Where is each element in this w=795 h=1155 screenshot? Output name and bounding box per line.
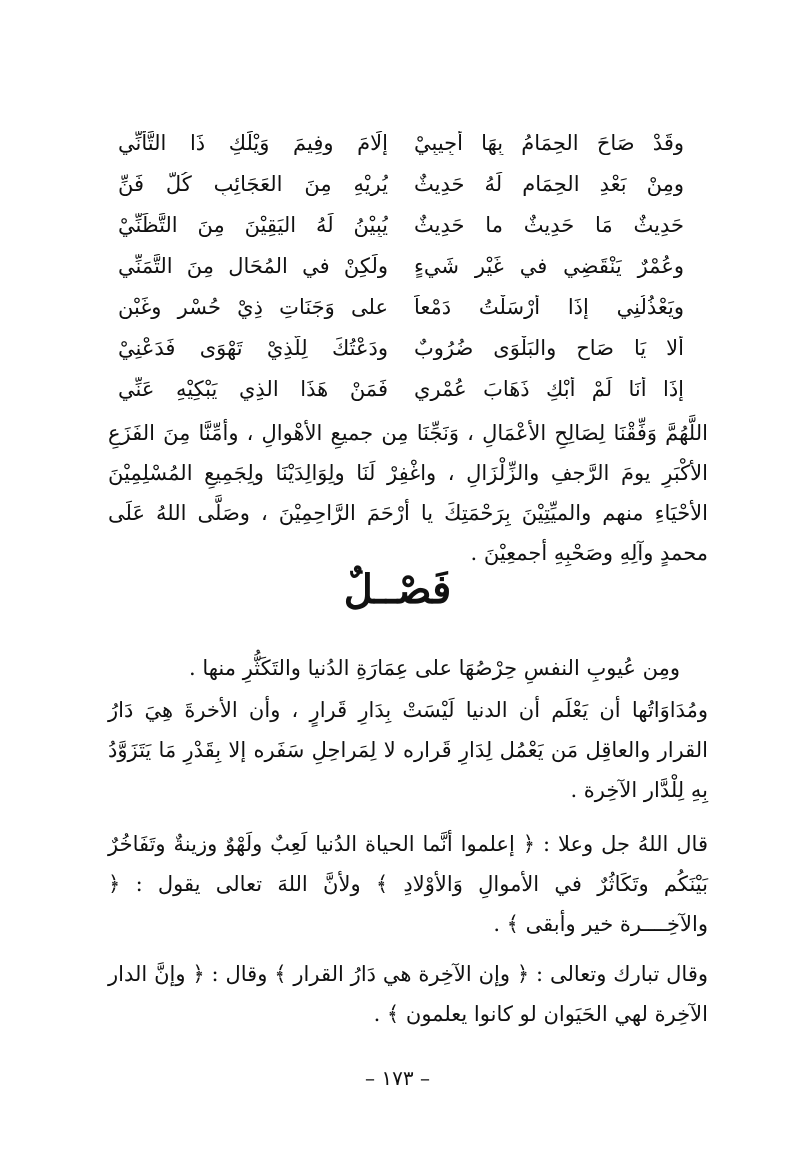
cure-paragraph: ومُدَاوَاتُها أن يَعْلَم أن الدنيا لَيْسَتْ بِدَارِ قَرارٍ ، وأن الأخرةَ هِيَ دَارُ القرار والعاقِل مَن يَعْمُل لِدَارِ قَراره لا لِمَراحِلِ سَفَره إلا بِقَدْرِ مَا يَتَزَوَّدُ بِهِ لِلْدَّار الآخِرة . — [108, 698, 708, 802]
verse-first-hemistich: ألا يَا صَاحِ والبَلْوَى ضُرُوبٌ — [414, 335, 684, 360]
poem-verse — [118, 368, 684, 409]
quran-citation-paragraph: قال اللهُ جل وعلا : ﴿ إعلموا أنَّما الحياة الدُنيا لَعِبٌ ولَهْوٌ وزينةٌ وتَفَاخُرٌ بَيْنَكُم وتَكَاثُرٌ في الأموالِ وَالأوْلادِ ﴾ ولأنَّ اللهَ تعالى يقول : ﴿ والآخِــــرة خير وأبقى ﴾ . — [108, 832, 708, 936]
poem-verse — [118, 286, 684, 327]
verse-second-hemistich: ودَعْتُكَ لِلَّذِيْ تَهْوَى فَدَعْنِيْ — [118, 335, 388, 360]
section-heading: فَصْــلٌ — [343, 566, 452, 613]
verse-first-hemistich: وقَدْ صَاحَ الحِمَامُ بِهَا أجِيبِيْ — [414, 130, 684, 155]
verse-first-hemistich: حَدِيثٌ مَا حَدِيثٌ ما حَدِيثٌ — [414, 212, 684, 237]
poem-verse — [118, 163, 684, 204]
page-number: – ١٧٣ – — [365, 1066, 430, 1090]
poem — [118, 122, 684, 409]
fault-paragraph — [108, 648, 708, 688]
verse-first-hemistich: إذَا أنَا لَمْ أبْكِ ذَهَابَ عُمْرِي — [414, 376, 684, 401]
verse-second-hemistich: يُبِيْنُ لَهُ اليَقِيْنَ مِنَ التَّظَنِّيْ — [118, 212, 388, 237]
poem-verse — [118, 245, 684, 286]
poem-verse — [118, 204, 684, 245]
dua-paragraph: اللَّهُمَّ وَفِّقْنَا لِصَالِحِ الأعْمَالِ ، وَنَجِّنَا مِن جميعِ الأهْوالِ ، وأمِّنَّا مِنَ الفَزَعِ الأكْبَرِ يومَ الرَّجفِ والزِّلْزَالِ ، واغْفِرْ لَنَا ولِوَالِدَيْنَا ولِجَمِيعِ المُسْلِمِيْنَ الأحْيَاءِ منهم والميِّتِيْنَ بِرَحْمَتِكَ يا أرْحَمَ الرَّاحِمِيْنَ ، وصَلَّى اللهُ عَلَى محمدٍ وآلِهِ وصَحْبِهِ أجمعِيْنَ . — [108, 421, 708, 565]
verse-first-hemistich: ومِنْ بَعْدِ الحِمَامِ لَهُ حَدِيثٌ — [414, 171, 684, 196]
quran-citation-paragraph-2: وقال تبارك وتعالى : ﴿ وإن الآخِرة هي دَارُ القرار ﴾ وقال : ﴿ وإنَّ الدار الآخِرة لهي الحَيَوان لو كانوا يعلمون ﴾ . — [108, 962, 708, 1026]
verse-first-hemistich: وعُمْرٌ يَنْقَضِي في غَيْرِ شَيءٍ — [414, 253, 684, 278]
verse-second-hemistich: ولَكِنْ في المُحَالِ مِنَ التَّمَنِّي — [118, 253, 388, 278]
verse-second-hemistich: يُرِيْهِ مِنَ العَجَائِبِ كُلَّ فَنِّ — [118, 171, 388, 196]
fault-text: ومِن عُيوبِ النفسِ حِرْصُهَا على عِمَارَةِ الدُنيا والتَكَثُّرِ منها . — [189, 656, 680, 680]
verse-second-hemistich: فَمَنْ هَذَا الذِي يَبْكِيْهِ عَنِّي — [118, 376, 388, 401]
poem-verse — [118, 327, 684, 368]
poem-verse — [118, 122, 684, 163]
verse-second-hemistich: إلَامَ وفِيمَ وَيْلَكِ ذَا التَّأنِّي — [118, 130, 388, 155]
verse-second-hemistich: على وَجَنَاتِ ذِيْ حُسْرٍ وغَبْنِ — [118, 294, 388, 319]
verse-first-hemistich: ويَعْذُلُنِي إذَا أرْسَلْتُ دَمْعاً — [414, 294, 684, 319]
